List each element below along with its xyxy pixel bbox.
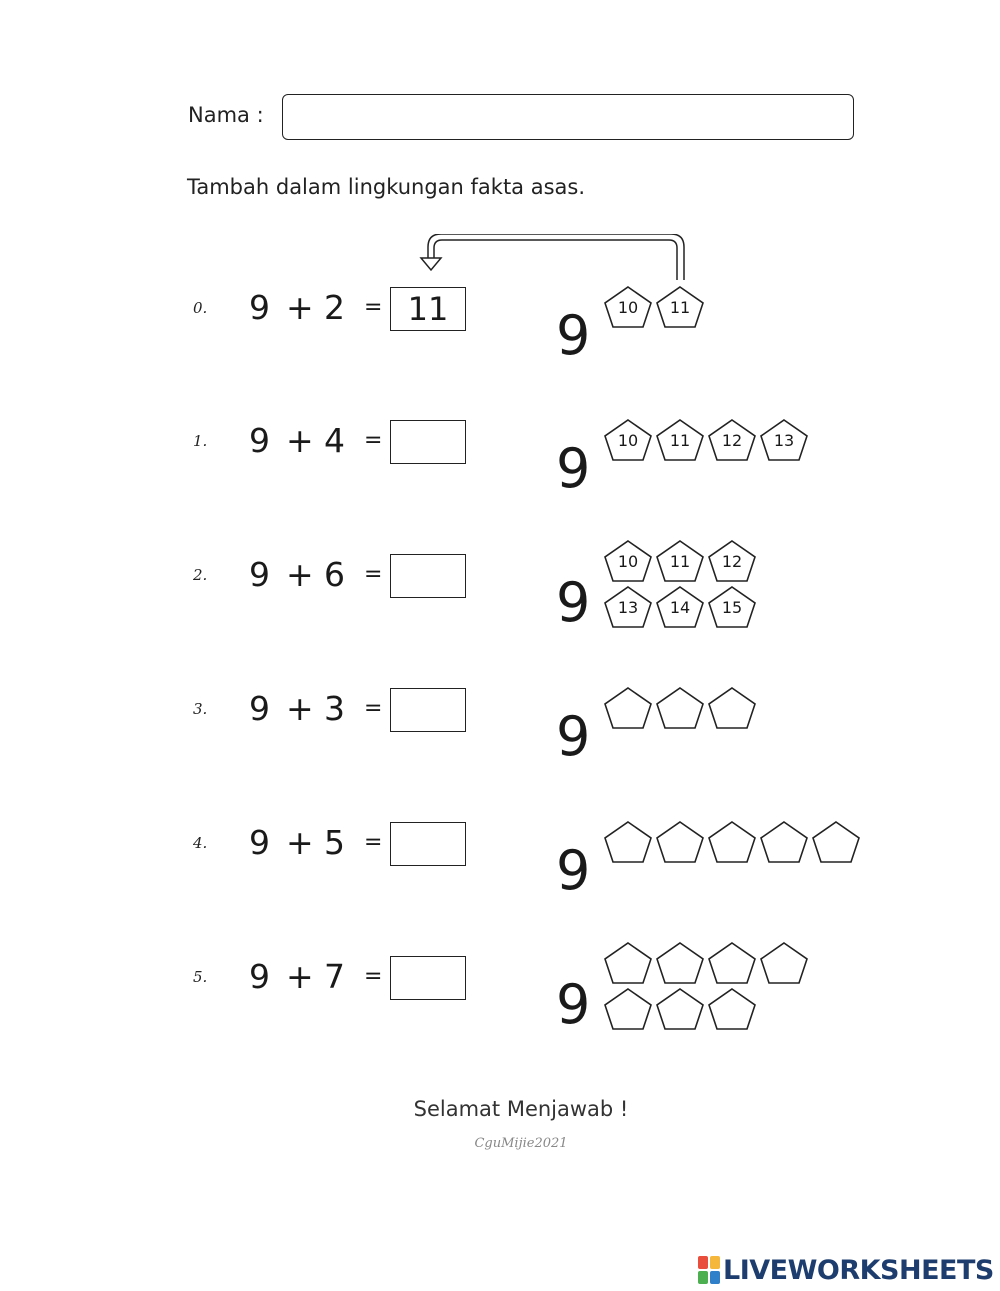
answer-box[interactable] bbox=[390, 688, 466, 732]
base-number: 9 bbox=[556, 839, 591, 902]
plus-sign: + bbox=[286, 555, 314, 594]
pentagon-counter bbox=[707, 820, 757, 864]
pentagon-counter bbox=[603, 987, 653, 1031]
pentagon-shape bbox=[655, 686, 705, 730]
base-number: 9 bbox=[556, 571, 591, 634]
pentagon-counter bbox=[603, 539, 653, 583]
answer-box[interactable]: 11 bbox=[390, 287, 466, 331]
instruction-text: Tambah dalam lingkungan fakta asas. bbox=[187, 175, 586, 199]
pentagon-shape bbox=[603, 820, 653, 864]
pentagon-label: 11 bbox=[669, 431, 691, 450]
pentagon-shape bbox=[707, 987, 757, 1031]
pentagon-shape bbox=[603, 686, 653, 730]
base-number: 9 bbox=[556, 437, 591, 500]
addend-b: 5 bbox=[324, 823, 345, 862]
addend-a: 9 bbox=[249, 823, 270, 862]
equals-sign: = bbox=[364, 428, 383, 453]
pentagon-counter bbox=[707, 539, 757, 583]
plus-sign: + bbox=[286, 421, 314, 460]
equals-sign: = bbox=[364, 830, 383, 855]
name-input[interactable] bbox=[282, 94, 854, 140]
answer-box[interactable] bbox=[390, 420, 466, 464]
pentagon-label: 15 bbox=[721, 598, 743, 617]
pentagon-label: 11 bbox=[669, 298, 691, 317]
addend-a: 9 bbox=[249, 555, 270, 594]
pentagon-label: 12 bbox=[721, 552, 743, 571]
equals-sign: = bbox=[364, 295, 383, 320]
question-number: 1. bbox=[193, 432, 208, 450]
equals-sign: = bbox=[364, 562, 383, 587]
pentagon-counter bbox=[811, 820, 861, 864]
pentagon-label: 10 bbox=[617, 431, 639, 450]
addend-b: 7 bbox=[324, 957, 345, 996]
pentagon-shape bbox=[655, 820, 705, 864]
pentagon-counter bbox=[603, 820, 653, 864]
question-number: 4. bbox=[193, 834, 208, 852]
brand-square bbox=[698, 1256, 708, 1269]
author-signature: CguMijie2021 bbox=[474, 1136, 568, 1151]
brand-square bbox=[710, 1256, 720, 1269]
pentagon-shape bbox=[759, 820, 809, 864]
pentagon-shape bbox=[603, 941, 653, 985]
pentagon-counter bbox=[707, 941, 757, 985]
pentagon-shape bbox=[811, 820, 861, 864]
pentagon-counter bbox=[655, 285, 705, 329]
addend-a: 9 bbox=[249, 421, 270, 460]
closing-message: Selamat Menjawab ! bbox=[413, 1097, 629, 1121]
pentagon-label: 13 bbox=[773, 431, 795, 450]
pentagon-counter bbox=[655, 585, 705, 629]
pentagon-label: 12 bbox=[721, 431, 743, 450]
pentagon-counter bbox=[655, 539, 705, 583]
brand-name: LIVEWORKSHEETS bbox=[723, 1254, 994, 1286]
pentagon-label: 11 bbox=[669, 552, 691, 571]
question-number: 3. bbox=[193, 700, 208, 718]
equals-sign: = bbox=[364, 696, 383, 721]
pentagon-label: 10 bbox=[617, 298, 639, 317]
pentagon-counter bbox=[759, 820, 809, 864]
plus-sign: + bbox=[286, 288, 314, 327]
question-number: 2. bbox=[193, 566, 208, 584]
brand-square bbox=[710, 1271, 720, 1284]
pentagon-counter bbox=[759, 418, 809, 462]
addend-a: 9 bbox=[249, 957, 270, 996]
question-number: 5. bbox=[193, 968, 208, 986]
addend-b: 3 bbox=[324, 689, 345, 728]
brand-logo bbox=[698, 1254, 994, 1286]
pentagon-counter bbox=[603, 585, 653, 629]
pentagon-label: 13 bbox=[617, 598, 639, 617]
addend-a: 9 bbox=[249, 689, 270, 728]
addend-b: 4 bbox=[324, 421, 345, 460]
pentagon-counter bbox=[655, 686, 705, 730]
question-number: 0. bbox=[193, 299, 208, 317]
addend-a: 9 bbox=[249, 288, 270, 327]
pentagon-label: 10 bbox=[617, 552, 639, 571]
pentagon-counter bbox=[655, 987, 705, 1031]
equals-sign: = bbox=[364, 964, 383, 989]
pentagon-counter bbox=[603, 418, 653, 462]
pentagon-counter bbox=[759, 941, 809, 985]
plus-sign: + bbox=[286, 689, 314, 728]
answer-box[interactable] bbox=[390, 822, 466, 866]
pentagon-shape bbox=[655, 941, 705, 985]
pentagon-shape bbox=[707, 941, 757, 985]
base-number: 9 bbox=[556, 705, 591, 768]
pentagon-counter bbox=[655, 820, 705, 864]
answer-box[interactable] bbox=[390, 554, 466, 598]
pentagon-shape bbox=[759, 941, 809, 985]
brand-square bbox=[698, 1271, 708, 1284]
pentagon-shape bbox=[707, 686, 757, 730]
plus-sign: + bbox=[286, 823, 314, 862]
pentagon-counter bbox=[603, 686, 653, 730]
addend-b: 2 bbox=[324, 288, 345, 327]
pentagon-shape bbox=[603, 987, 653, 1031]
pentagon-label: 14 bbox=[669, 598, 691, 617]
base-number: 9 bbox=[556, 304, 591, 367]
addend-b: 6 bbox=[324, 555, 345, 594]
pentagon-counter bbox=[655, 418, 705, 462]
brand-icon bbox=[698, 1256, 720, 1284]
pentagon-counter bbox=[603, 941, 653, 985]
answer-box[interactable] bbox=[390, 956, 466, 1000]
base-number: 9 bbox=[556, 973, 591, 1036]
pentagon-shape bbox=[707, 820, 757, 864]
pentagon-counter bbox=[707, 418, 757, 462]
pentagon-counter bbox=[707, 686, 757, 730]
pentagon-shape bbox=[655, 987, 705, 1031]
pentagon-counter bbox=[707, 987, 757, 1031]
pentagon-counter bbox=[707, 585, 757, 629]
plus-sign: + bbox=[286, 957, 314, 996]
pentagon-counter bbox=[655, 941, 705, 985]
example-arrow bbox=[412, 234, 692, 284]
name-label: Nama : bbox=[188, 103, 264, 127]
pentagon-counter bbox=[603, 285, 653, 329]
